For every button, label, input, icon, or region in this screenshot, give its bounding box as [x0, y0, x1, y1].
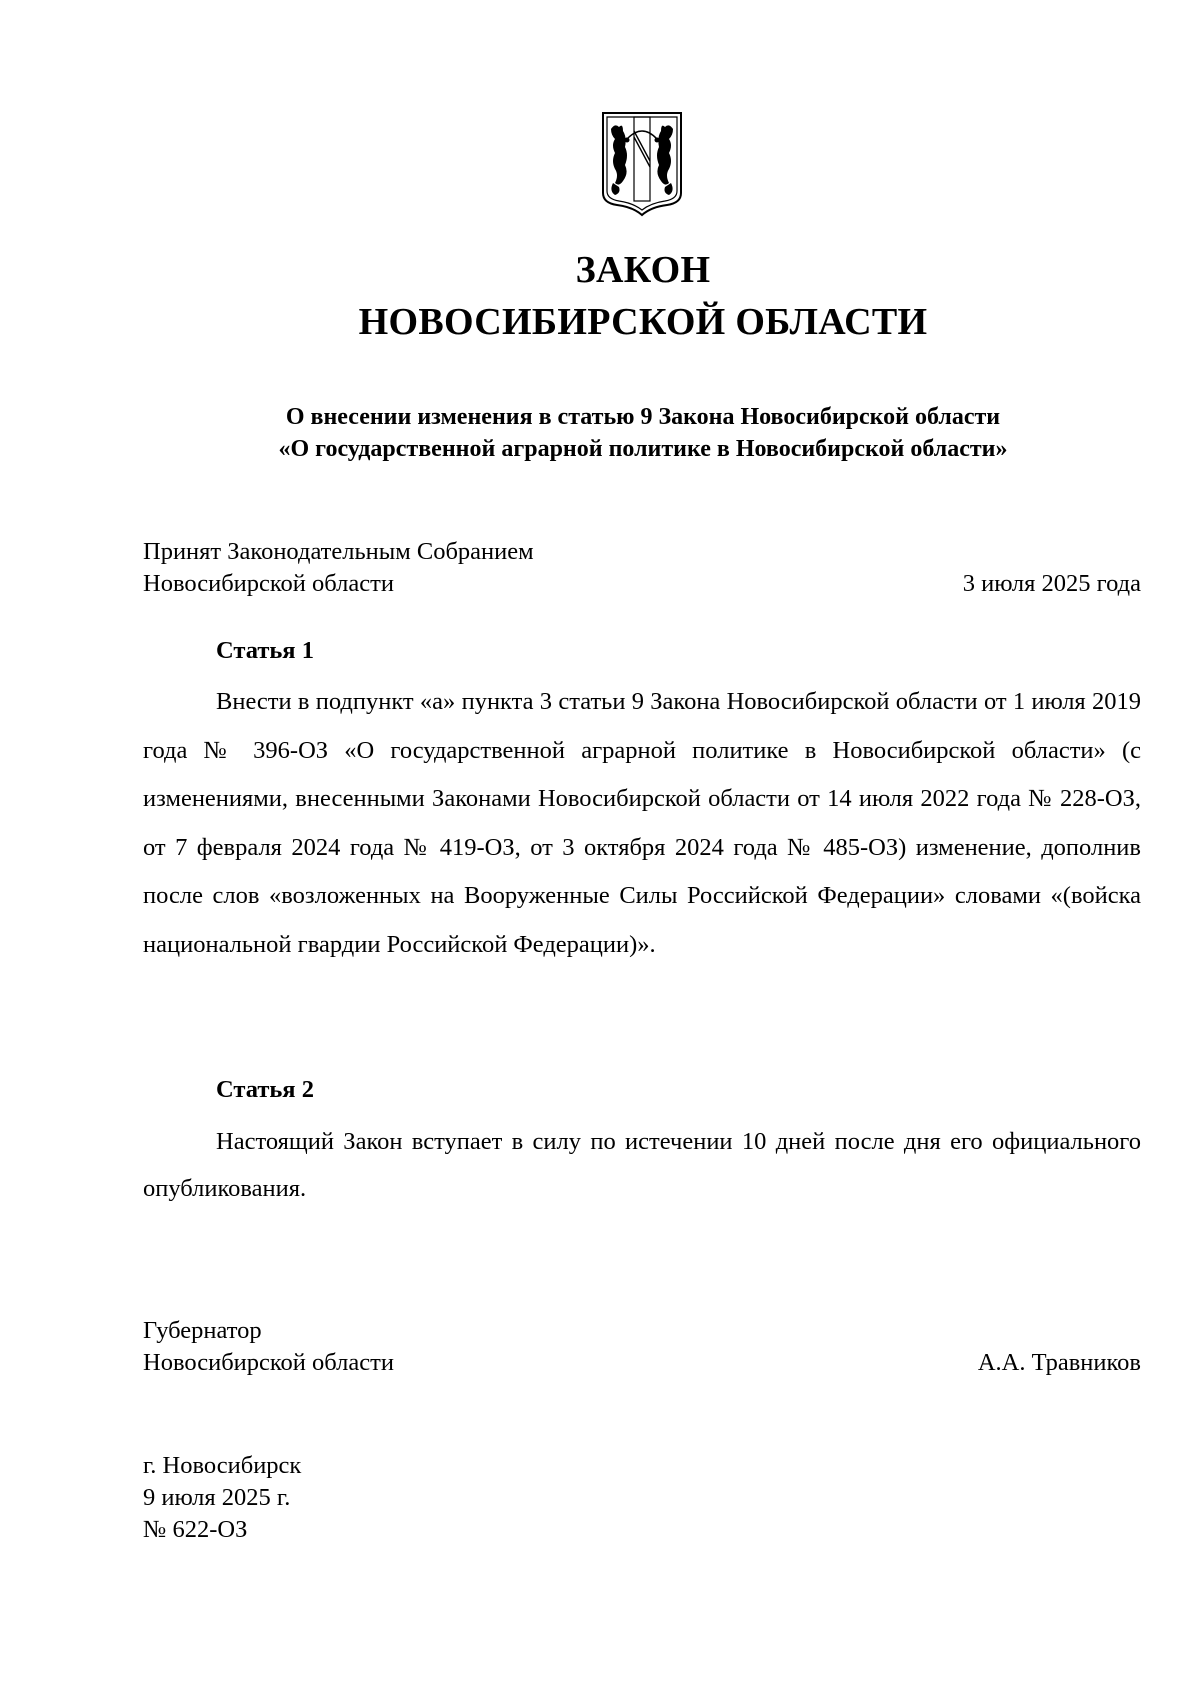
law-title-line-1: ЗАКОН	[575, 249, 711, 291]
article-1-text: Внести в подпункт «а» пункта 3 статьи 9 Закона Новосибирской области от 1 июля 2019 года № 396-ОЗ «О государственной аграрной политике в Новосибирской области» (с изменениями, внесенными Законами Новосибирской области от 14 июля 2022 года № 228-ОЗ, от 7 февраля 2024 года № 419-ОЗ, от 3 октября 2024 года № 485-ОЗ) изменение, дополнив после слов «возложенных на Вооруженные Силы Российской Федерации» словами «(войска национальной гвардии Российской Федерации)».	[143, 688, 1141, 958]
footer-block	[143, 1450, 1141, 1546]
adoption-block	[143, 536, 1141, 600]
law-title-line-2: НОВОСИБИРСКОЙ ОБЛАСТИ	[358, 301, 928, 343]
law-title	[0, 244, 1200, 348]
adoption-line-1: Принят Законодательным Собранием	[143, 538, 534, 565]
footer-number: № 622-ОЗ	[143, 1516, 248, 1543]
footer-city: г. Новосибирск	[143, 1452, 302, 1479]
law-subject-line-1: О внесении изменения в статью 9 Закона Новосибирской области	[285, 404, 1001, 430]
novosibirsk-coat-of-arms-icon	[601, 111, 683, 217]
signatory-name: А.А. Травников	[977, 1349, 1141, 1376]
article-1-heading: Статья 1	[216, 637, 314, 664]
signature-title-line-1: Губернатор	[143, 1317, 262, 1344]
law-subject	[0, 401, 1200, 465]
adoption-date: 3 июля 2025 года	[962, 570, 1141, 597]
footer-date: 9 июля 2025 г.	[143, 1484, 291, 1511]
article-2-heading: Статья 2	[216, 1076, 314, 1103]
law-subject-line-2: «О государственной аграрной политике в Новосибирской области»	[278, 436, 1008, 462]
article-2-text: Настоящий Закон вступает в силу по истечении 10 дней после дня его официального опубликования.	[143, 1128, 1141, 1202]
signature-title-line-2: Новосибирской области	[143, 1349, 394, 1376]
adoption-line-2: Новосибирской области	[143, 570, 394, 597]
signature-block	[143, 1315, 1141, 1379]
